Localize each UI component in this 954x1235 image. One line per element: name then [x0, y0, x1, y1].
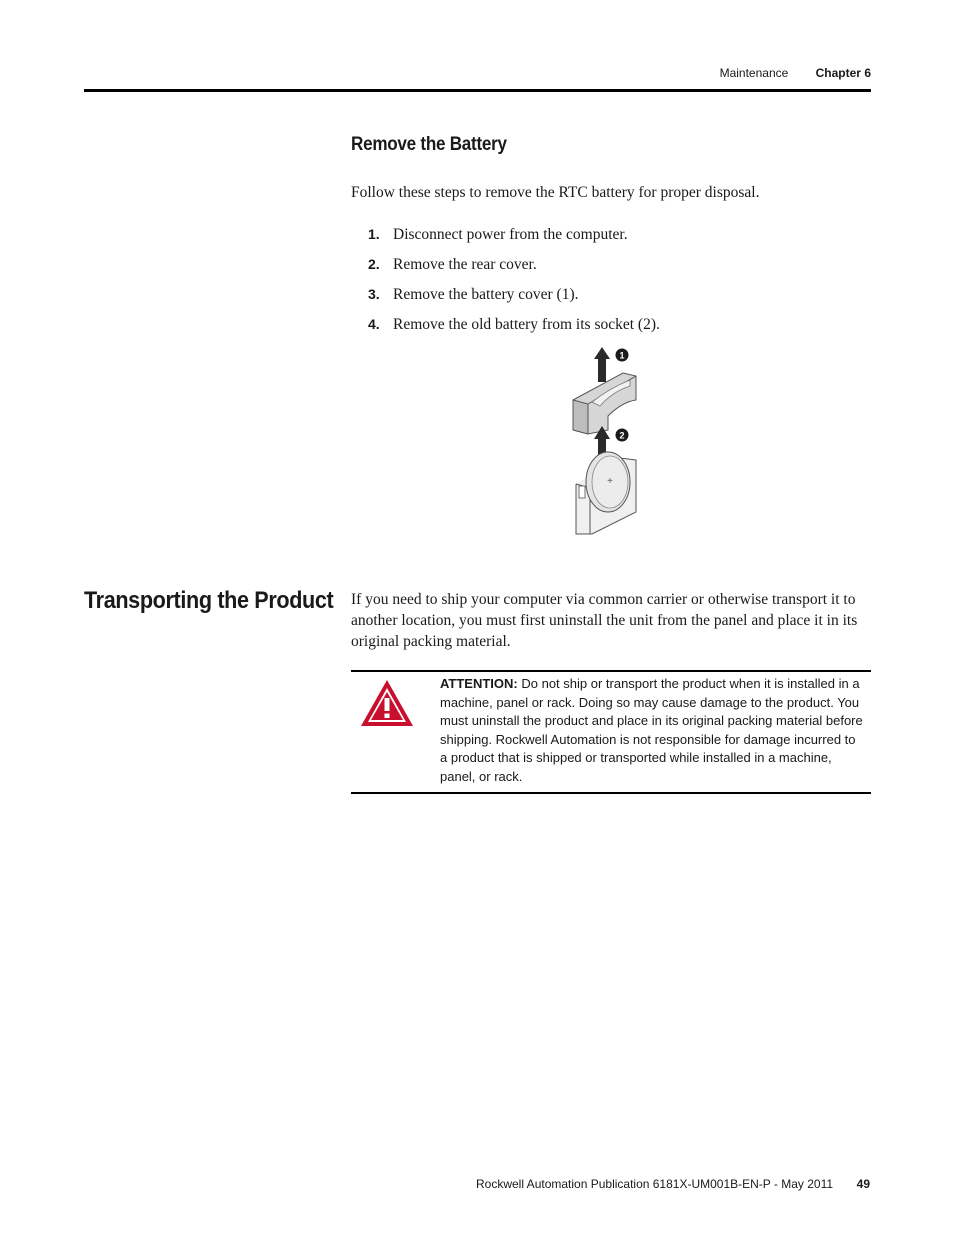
transporting-paragraph: If you need to ship your computer via common carrier or otherwise transport it to another location, you must first uninstall the unit from the panel and place it in its original packing material. — [351, 591, 858, 650]
header-chapter: Chapter 6 — [815, 66, 871, 80]
battery-removal-figure — [560, 342, 650, 543]
warning-triangle-icon — [359, 677, 415, 734]
svg-text:+: + — [607, 476, 613, 487]
svg-text:2: 2 — [619, 430, 625, 441]
footer-publication: Rockwell Automation Publication 6181X-UM001B-EN-P - May 2011 — [476, 1177, 834, 1191]
step-item: 3. Remove the battery cover (1). — [368, 286, 579, 303]
step-item: 4. Remove the old battery from its socket (2). — [368, 316, 660, 333]
up-arrow-icon — [594, 347, 610, 382]
attention-box — [351, 670, 871, 794]
attention-body: Do not ship or transport the product when it is installed in a machine, panel or rack. Doing so may cause damage to the product. You must uninstall the product and place in its original packing material before shipping. Rockwell Automation is not responsible for damage incurred to a product that is shipped or transported while installed in a machine, panel, or rack. — [440, 676, 863, 784]
step-item: 1. Disconnect power from the computer. — [368, 226, 628, 243]
header-section: Maintenance — [719, 66, 789, 80]
remove-battery-intro: Follow these steps to remove the RTC battery for proper disposal. — [351, 184, 760, 201]
steps-list — [368, 223, 660, 343]
step-item: 2. Remove the rear cover. — [368, 256, 537, 273]
page-number: 49 — [856, 1177, 870, 1191]
transporting-heading: Transporting the Product — [84, 587, 334, 614]
running-header — [720, 66, 871, 80]
attention-text — [440, 675, 865, 787]
svg-text:1: 1 — [619, 350, 625, 361]
header-rule — [84, 89, 871, 92]
callout-1-badge — [616, 349, 629, 362]
callout-2-badge — [616, 429, 629, 442]
coin-battery — [586, 452, 630, 512]
remove-battery-heading: Remove the Battery — [351, 134, 507, 155]
battery-cover — [573, 373, 636, 434]
battery-illustration — [560, 342, 650, 538]
attention-label: ATTENTION: — [440, 676, 518, 691]
